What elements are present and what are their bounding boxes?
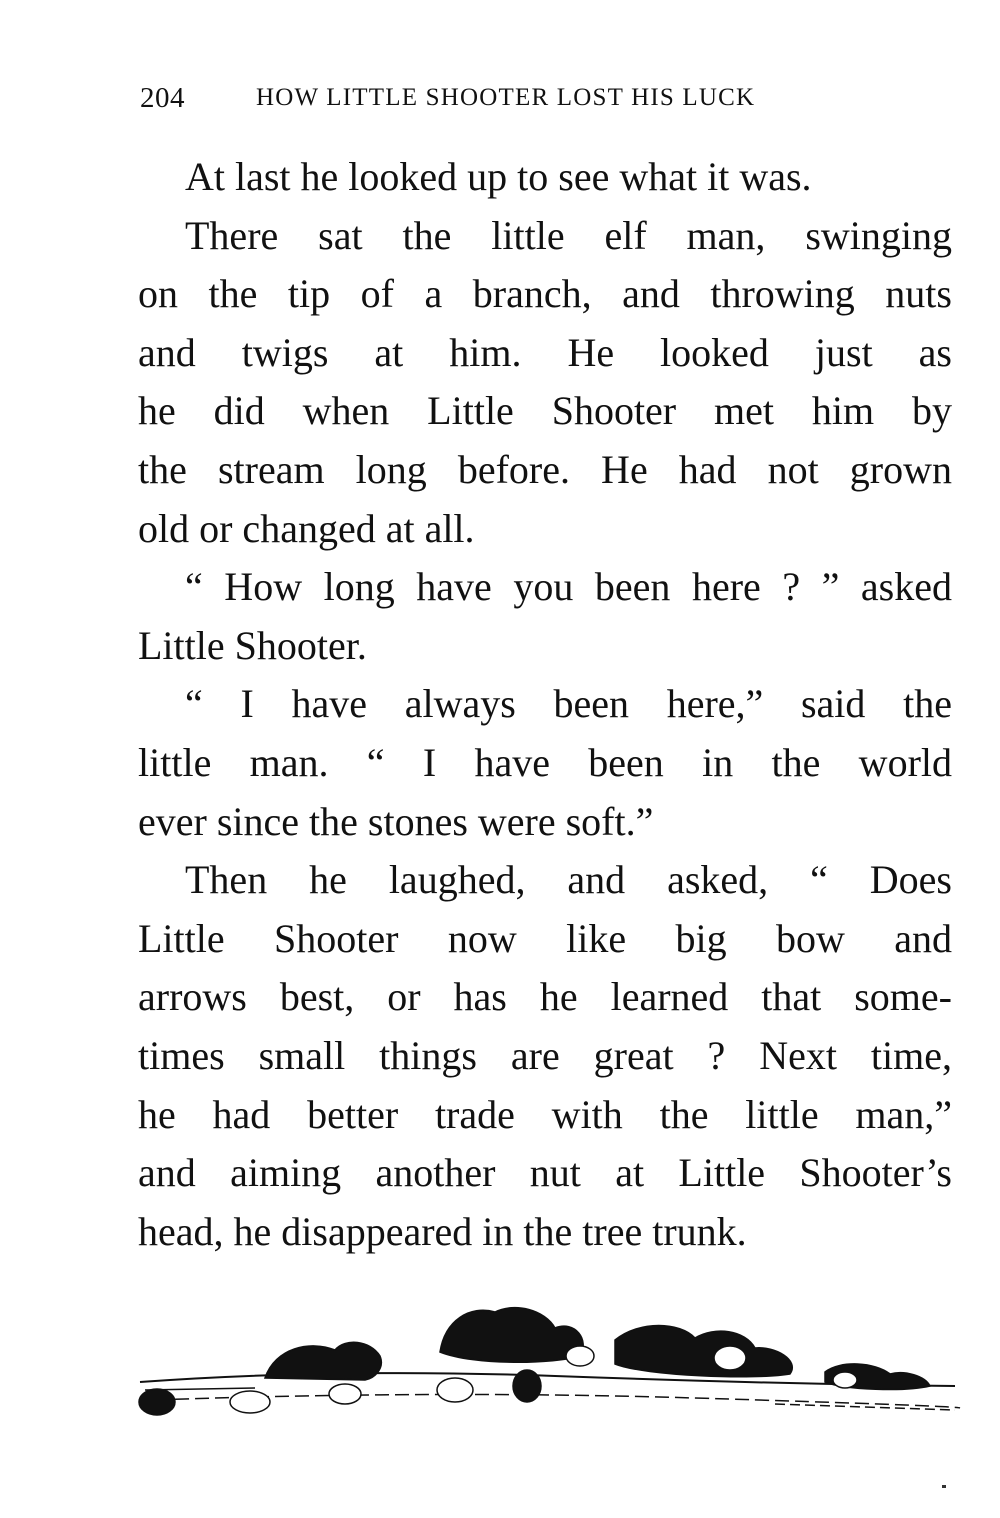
text-line: and twigs at him. He looked just as [138, 329, 952, 375]
text-line: he had better trade with the little man,” [138, 1091, 952, 1137]
page-header [140, 82, 840, 118]
text-line: At last he looked up to see what it was. [185, 154, 812, 199]
text-line: Then he laughed, and asked, “ Does [185, 857, 952, 903]
text-line: on the tip of a branch, and throwing nuts [138, 271, 952, 317]
paragraph [138, 207, 952, 559]
decorative-vignette [135, 1290, 965, 1440]
paragraph [138, 558, 952, 675]
text-line: Little Shooter now like big bow and [138, 915, 952, 961]
text-line: and aiming another nut at Little Shooter’s [138, 1150, 952, 1196]
text-line: times small things are great ? Next time, [138, 1032, 952, 1078]
text-line: he did when Little Shooter met him by [138, 388, 952, 434]
text-line: head, he disappeared in the tree trunk. [138, 1208, 747, 1254]
page-number: 204 [140, 82, 185, 114]
text-line: There sat the little elf man, swinging [185, 212, 952, 258]
text-line: “ How long have you been here ? ” asked [185, 564, 952, 610]
text-line: little man. “ I have been in the world [138, 739, 952, 785]
running-title: HOW LITTLE SHOOTER LOST HIS LUCK [256, 84, 756, 111]
text-line: old or changed at all. [138, 505, 475, 551]
text-line: “ I have always been here,” said the [185, 681, 952, 727]
paragraph [138, 675, 952, 851]
paragraph [138, 851, 952, 1261]
stray-ink-mark [942, 1485, 946, 1488]
paragraph [138, 148, 952, 207]
text-line: the stream long before. He had not grown [138, 446, 952, 492]
text-line: arrows best, or has he learned that some- [138, 974, 952, 1020]
body-text [138, 148, 952, 1261]
text-line: Little Shooter. [138, 622, 367, 668]
text-line: ever since the stones were soft.” [138, 798, 654, 844]
